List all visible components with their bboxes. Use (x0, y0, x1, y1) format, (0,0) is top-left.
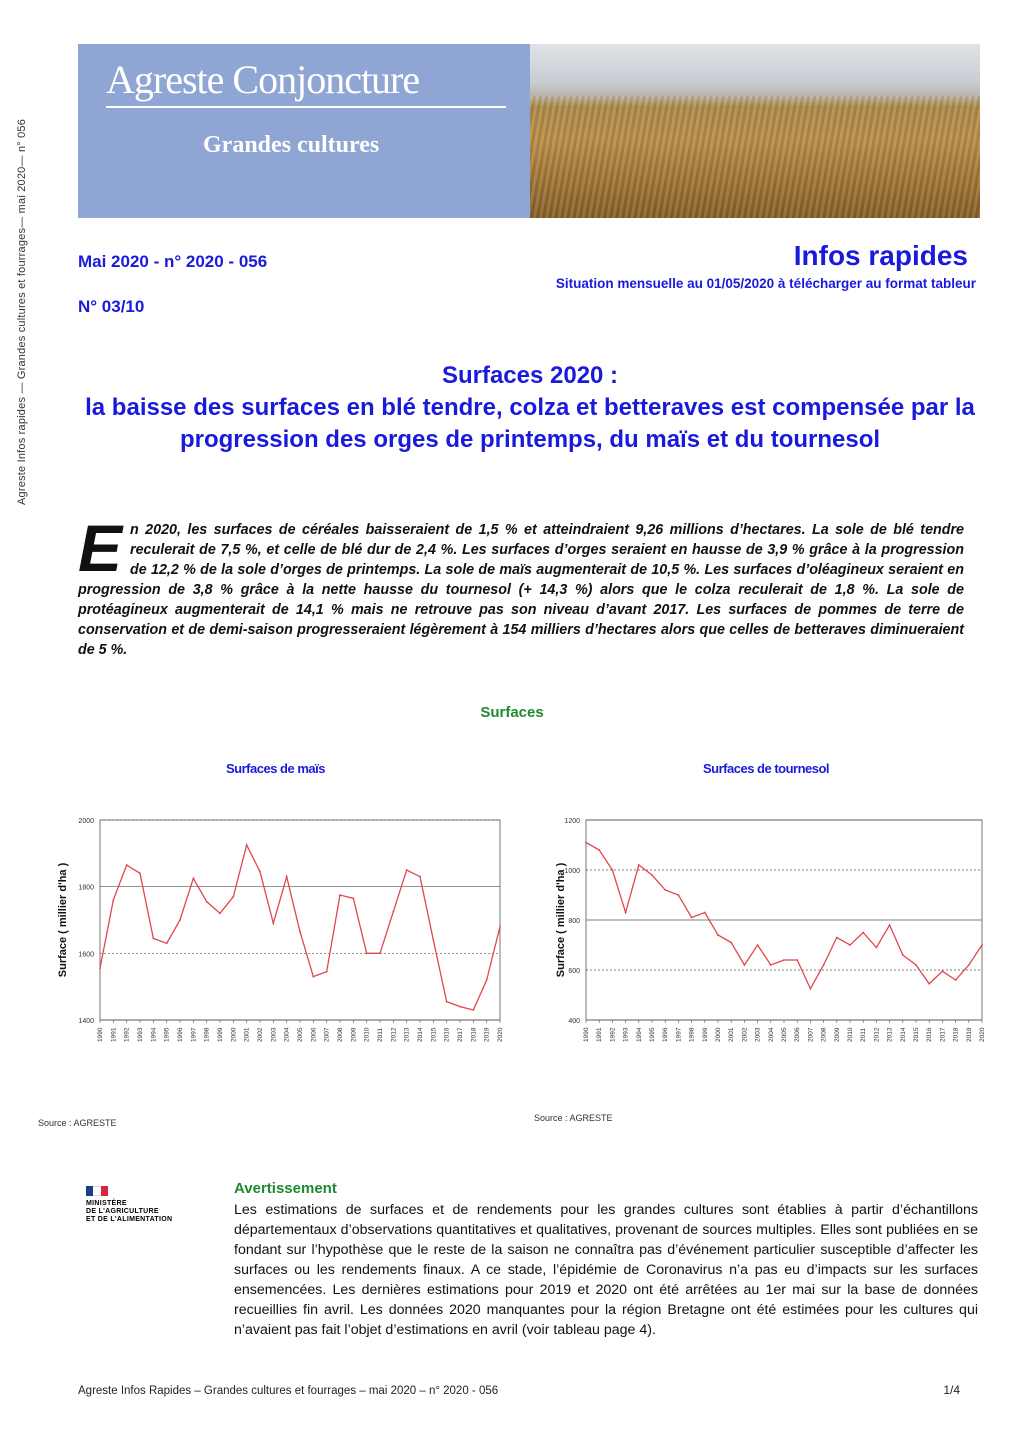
x-tick-label: 2000 (715, 1027, 722, 1042)
x-tick-label: 1994 (635, 1027, 643, 1042)
data-point (717, 934, 719, 936)
footer-text: Agreste Infos Rapides – Grandes cultures et fourrages – mai 2020 – n° 2020 - 056 (78, 1385, 499, 1397)
x-tick-label: 2012 (390, 1027, 398, 1042)
data-point (968, 964, 970, 966)
x-tick-label: 1999 (217, 1027, 224, 1042)
data-point (139, 872, 141, 874)
logo-line-2: DE L'AGRICULTURE (86, 1208, 159, 1215)
x-tick-label: 2009 (833, 1027, 841, 1042)
data-point (625, 912, 627, 914)
x-tick-label: 2018 (952, 1027, 960, 1042)
data-point (312, 976, 314, 978)
data-point (651, 874, 653, 876)
x-tick-label: 2010 (363, 1027, 371, 1042)
logo-line-1: MINISTÈRE (86, 1200, 127, 1207)
data-point (366, 952, 368, 954)
y-tick-label: 1000 (564, 868, 580, 875)
x-tick-label: 2002 (741, 1027, 749, 1042)
x-tick-label: 2010 (847, 1027, 854, 1042)
data-point (392, 911, 394, 913)
x-tick-label: 2015 (430, 1027, 438, 1042)
data-point (112, 899, 114, 901)
x-tick-label: 2012 (873, 1027, 881, 1042)
x-tick-label: 2019 (483, 1027, 491, 1042)
series-title: Infos rapides (793, 240, 968, 271)
x-tick-label: 2009 (350, 1027, 358, 1042)
chart-title-tournesol: Surfaces de tournesol (703, 761, 830, 776)
issue-date: Mai 2020 - n° 2020 - 056 (78, 252, 268, 271)
source-tournesol: Source : AGRESTE (534, 1113, 613, 1123)
x-tick-label: 1990 (97, 1027, 104, 1042)
data-point (379, 952, 381, 954)
x-tick-label: 2019 (965, 1027, 973, 1042)
data-point (638, 864, 640, 866)
data-point (406, 869, 408, 871)
data-point (166, 942, 168, 944)
y-tick-label: 800 (568, 918, 580, 925)
data-point (126, 864, 128, 866)
data-point (942, 970, 944, 972)
x-tick-label: 1997 (675, 1027, 683, 1042)
data-point (99, 967, 101, 969)
data-point (339, 894, 341, 896)
x-tick-label: 2015 (913, 1027, 920, 1042)
x-tick-label: 2007 (807, 1027, 815, 1042)
x-tick-label: 2003 (270, 1027, 278, 1042)
x-tick-label: 2016 (443, 1027, 451, 1042)
data-point (691, 917, 693, 919)
data-point (179, 919, 181, 921)
x-tick-label: 2004 (283, 1027, 291, 1042)
headline-line-1: Surfaces 2020 : (441, 362, 619, 389)
data-point (259, 871, 261, 873)
data-point (219, 912, 221, 914)
chart-mais (52, 810, 522, 1100)
lead-paragraph (78, 511, 964, 660)
headline-line-2: la baisse des surfaces en blé tendre, colza et betteraves est compensée par la progression des orges de printemps, du maïs et du tournesol (85, 394, 975, 453)
data-point (849, 944, 851, 946)
x-tick-label: 1995 (649, 1027, 656, 1042)
warning-body: Les estimations de surfaces et de rendements pour les grandes cultures sont établies à partir d’échantillons départementaux d’observations quantitatives et qualitatives, provenant de sources multiples. Elles sont publiées en se fondant sur l’hypothèse que le reste de la saison ne connaîtra pas d’événement particulier susceptible d’affecter les surfaces ou les rendements finaux. A ce stade, l’épidémie de Coronavirus n’a pas eu d’impacts sur les surfaces ensemencées. Les dernières estimations pour 2019 et 2020 ont été arrêtées au 1er mai sur la base de données recueillies fin avril. Les données 2020 manquantes pour la région Bretagne ont été estimées pour les cultures qui n’avaient pas fait l’objet d’estimations en avril (voir tableau page 4). (234, 1202, 978, 1338)
issue-number: N° 03/10 (78, 297, 145, 316)
wheat-field-photo (530, 44, 980, 218)
x-tick-label: 1993 (137, 1027, 144, 1042)
data-point (286, 876, 288, 878)
y-axis-label: Surface ( millier d'ha ) (57, 862, 69, 978)
series-line (586, 843, 982, 989)
section-title: Surfaces (480, 704, 544, 721)
data-point (419, 876, 421, 878)
series-line (100, 845, 500, 1010)
data-point (486, 979, 488, 981)
data-point (704, 912, 706, 914)
data-point (823, 964, 825, 966)
x-tick-label: 2002 (257, 1027, 264, 1042)
x-tick-label: 2013 (886, 1027, 894, 1042)
y-tick-label: 400 (568, 1018, 580, 1025)
brand-logo-text: Agreste Conjoncture (106, 57, 420, 102)
data-point (876, 947, 878, 949)
banner-subtitle: Grandes cultures (203, 132, 380, 158)
x-tick-label: 1998 (203, 1027, 211, 1042)
x-tick-label: 2001 (243, 1027, 251, 1042)
x-tick-label: 2006 (310, 1027, 318, 1042)
data-point (232, 896, 234, 898)
data-point (299, 931, 301, 933)
x-tick-label: 1994 (150, 1027, 158, 1042)
ministry-logo (86, 1186, 206, 1224)
data-point (152, 937, 154, 939)
logo-line-3: ET DE L'ALIMENTATION (86, 1216, 173, 1223)
x-tick-label: 2011 (860, 1028, 868, 1042)
x-tick-label: 1991 (596, 1027, 604, 1042)
data-point (598, 849, 600, 851)
data-point (796, 959, 798, 961)
x-tick-label: 1992 (609, 1027, 617, 1042)
x-tick-label: 2000 (230, 1027, 238, 1042)
data-point (192, 877, 194, 879)
data-point (928, 983, 930, 985)
data-point (862, 932, 864, 934)
headline (80, 360, 980, 456)
data-point (272, 922, 274, 924)
x-tick-label: 2005 (297, 1027, 304, 1042)
warning-title: Avertissement (234, 1180, 337, 1197)
x-tick-label: 1992 (123, 1027, 131, 1042)
data-point (678, 894, 680, 896)
data-point (246, 844, 248, 846)
data-point (499, 926, 501, 928)
x-tick-label: 2003 (754, 1027, 762, 1042)
y-tick-label: 1600 (78, 951, 94, 959)
y-tick-label: 1800 (78, 884, 94, 892)
plot-frame (100, 820, 500, 1020)
y-tick-label: 1200 (564, 818, 580, 825)
chart-title-mais: Surfaces de maïs (226, 761, 325, 776)
x-tick-label: 1999 (701, 1027, 709, 1042)
x-tick-label: 2011 (377, 1028, 384, 1042)
data-point (459, 1006, 461, 1008)
x-tick-label: 2008 (337, 1027, 344, 1042)
x-tick-label: 2004 (767, 1027, 775, 1042)
data-point (744, 964, 746, 966)
x-tick-label: 1991 (110, 1027, 118, 1042)
page-number: 1/4 (943, 1383, 960, 1397)
data-point (810, 988, 812, 990)
lead-text: n 2020, les surfaces de céréales baisseraient de 1,5 % et atteindraient 9,26 millions d’hectares. La sole de blé tendre reculerait de 7,5 %, et celle de blé dur de 2,4 %. Les surfaces d’orges seraient en hausse de 3,9 % grâce à la progression de 12,2 % de la sole d’orges de printemps. La sole de maïs augmenterait de 10,5 %. Les surfaces d’oléagineux seraient en progression de 3,8 % grâce à la nette hausse du tournesol (+ 14,3 %) alors que le colza reculerait de 1,8 %. La sole de protéagineux augmenterait de 14,1 % mais ne retrouve pas son niveau d’avant 2017. Les surfaces de pommes de terre de conservation et de demi-saison progresseraient légèrement à 154 milliers d’hectares alors que celles de betteraves diminueraient de 5 %. (78, 522, 964, 658)
x-tick-label: 2008 (820, 1027, 828, 1042)
x-tick-label: 2016 (926, 1027, 934, 1042)
data-point (836, 937, 838, 939)
data-point (902, 954, 904, 956)
data-point (981, 944, 983, 946)
y-tick-label: 600 (568, 968, 580, 975)
french-flag-icon (86, 1186, 108, 1196)
data-point (352, 897, 354, 899)
drop-cap: E (78, 511, 123, 585)
x-tick-label: 1997 (190, 1027, 198, 1042)
data-point (585, 842, 587, 844)
x-tick-label: 2018 (470, 1027, 478, 1042)
x-tick-label: 2017 (457, 1027, 464, 1042)
x-tick-label: 1996 (662, 1027, 670, 1042)
x-tick-label: 2001 (728, 1027, 736, 1042)
header-banner (78, 44, 980, 218)
x-tick-label: 1990 (583, 1027, 590, 1042)
y-axis-label: Surface ( millier d'ha ) (555, 862, 567, 978)
x-tick-label: 1996 (177, 1027, 184, 1042)
data-point (472, 1009, 474, 1011)
data-point (757, 944, 759, 946)
x-tick-label: 1998 (688, 1027, 696, 1042)
data-point (432, 939, 434, 941)
x-tick-label: 1995 (163, 1027, 171, 1042)
source-mais: Source : AGRESTE (38, 1118, 117, 1128)
x-tick-label: 2020 (979, 1027, 986, 1042)
data-point (955, 979, 957, 981)
x-tick-label: 2017 (939, 1027, 947, 1042)
data-point (915, 964, 917, 966)
data-point (770, 964, 772, 966)
x-tick-label: 2014 (899, 1027, 907, 1042)
data-point (889, 924, 891, 926)
side-running-header: Agreste Infos rapides — Grandes cultures et fourrages— mai 2020— n° 056 (16, 118, 28, 505)
chart-tournesol (550, 810, 1000, 1100)
data-point (783, 959, 785, 961)
situation-link[interactable]: Situation mensuelle au 01/05/2020 à télécharger au format tableur (555, 276, 976, 291)
data-point (612, 869, 614, 871)
brand-underline (106, 106, 506, 108)
data-point (446, 1001, 448, 1003)
data-point (206, 901, 208, 903)
data-point (730, 942, 732, 944)
x-tick-label: 2020 (497, 1027, 504, 1042)
x-tick-label: 2005 (781, 1027, 788, 1042)
x-tick-label: 2007 (323, 1027, 331, 1042)
x-tick-label: 2014 (417, 1027, 424, 1042)
x-tick-label: 2006 (794, 1027, 802, 1042)
data-point (664, 889, 666, 891)
data-point (326, 971, 328, 973)
x-tick-label: 1993 (622, 1027, 630, 1042)
y-tick-label: 2000 (78, 818, 94, 825)
y-tick-label: 1400 (78, 1018, 94, 1025)
x-tick-label: 2013 (403, 1027, 411, 1042)
